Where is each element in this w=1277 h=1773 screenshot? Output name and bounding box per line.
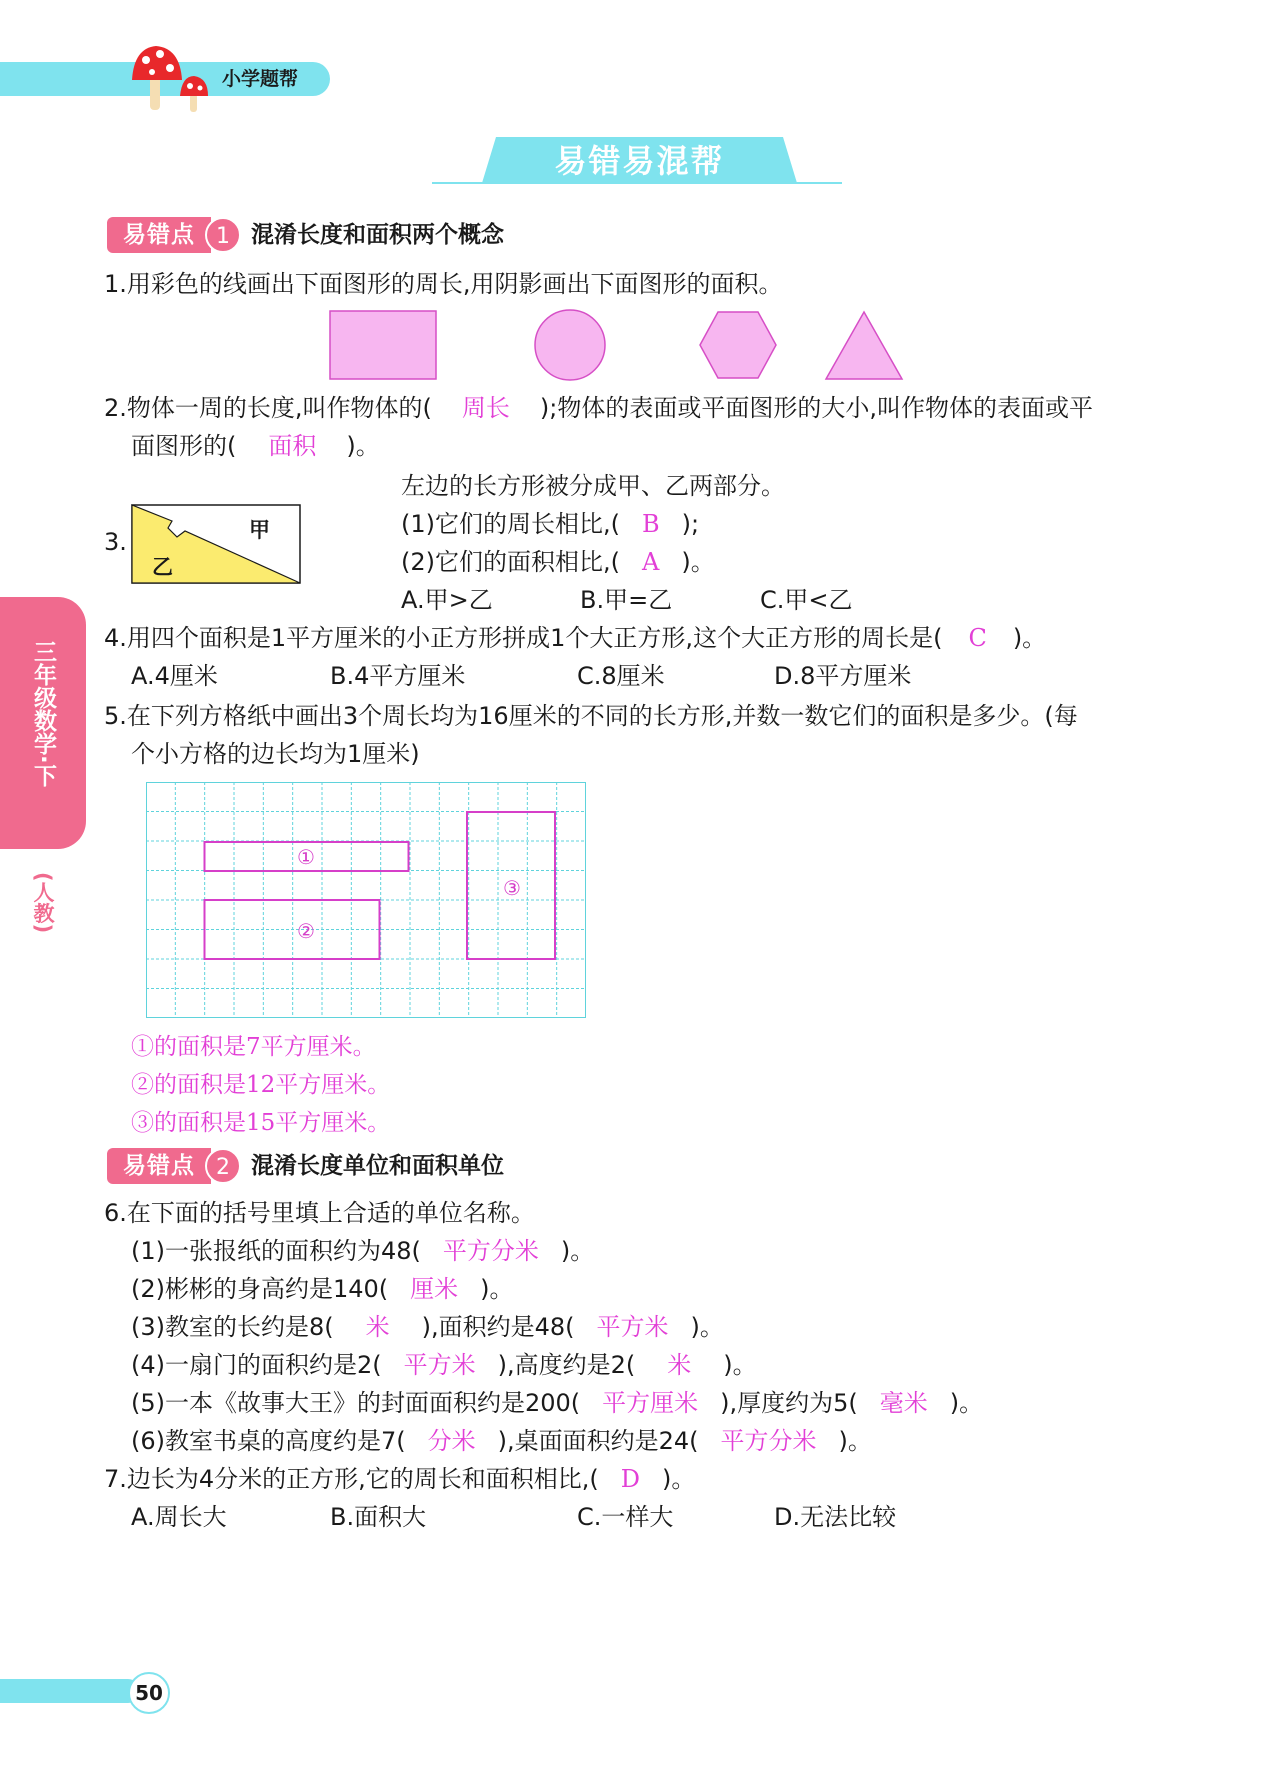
label-jia: 甲 xyxy=(249,518,270,542)
question-3-sub-2: (2)它们的面积相比,( A )。 xyxy=(401,548,715,576)
answer-4: C xyxy=(968,624,987,652)
error-point-tag: 易错点 xyxy=(107,1148,211,1184)
grid-paper xyxy=(146,782,586,1019)
question-4: 4.用四个面积是1平方厘米的小正方形拼成1个大正方形,这个大正方形的周长是( C )。 xyxy=(104,624,1047,652)
question-3-number: 3. xyxy=(104,528,127,556)
circle-shape xyxy=(535,310,605,380)
question-4-option-c: C.8厘米 xyxy=(577,662,665,690)
answer-7: D xyxy=(620,1465,641,1493)
error-point-2 xyxy=(107,1148,707,1186)
answer-2-2: 面积 xyxy=(268,432,317,460)
question-3-sub-1: (1)它们的周长相比,( B ); xyxy=(401,510,700,538)
error-point-number: 2 xyxy=(205,1148,241,1184)
question-7-option-a: A.周长大 xyxy=(131,1503,227,1531)
page-number: 50 xyxy=(128,1672,170,1714)
question-6-item-5: (5)一本《故事大王》的封面面积约是200( 平方厘米 ),厚度约为5( 毫米 )。 xyxy=(131,1389,984,1417)
error-point-title: 混淆长度和面积两个概念 xyxy=(251,222,504,248)
triangle-shape xyxy=(826,312,902,379)
question-3-option-a: A.甲>乙 xyxy=(401,586,493,614)
question-5-line-2: 个小方格的边长均为1厘米) xyxy=(131,740,420,768)
question-3-option-b: B.甲=乙 xyxy=(580,586,673,614)
footer-band xyxy=(0,1679,140,1703)
answer-5-3: ③的面积是15平方厘米。 xyxy=(131,1110,391,1136)
rectangle-1-label: ① xyxy=(297,845,315,869)
answer-5-2: ②的面积是12平方厘米。 xyxy=(131,1072,391,1098)
hexagon-shape xyxy=(700,312,776,378)
question-1: 1.用彩色的线画出下面图形的周长,用阴影画出下面图形的面积。 xyxy=(104,270,783,298)
question-4-option-a: A.4厘米 xyxy=(131,662,218,690)
answer-3-2: A xyxy=(642,548,660,576)
question-7: 7.边长为4分米的正方形,它的周长和面积相比,( D )。 xyxy=(104,1465,696,1493)
question-5-line-1: 5.在下列方格纸中画出3个周长均为16厘米的不同的长方形,并数一数它们的面积是多少。(每 xyxy=(104,702,1078,730)
question-6: 6.在下面的括号里填上合适的单位名称。 xyxy=(104,1199,535,1227)
answer-2-1: 周长 xyxy=(461,394,510,422)
sidebar-edition: (人教) xyxy=(31,872,55,934)
question-6-item-1: (1)一张报纸的面积约为48( 平方分米 )。 xyxy=(131,1237,595,1265)
rectangle-2-label: ② xyxy=(297,919,315,943)
error-point-tag: 易错点 xyxy=(107,217,211,253)
brand-name: 小学题帮 xyxy=(222,68,299,90)
label-yi: 乙 xyxy=(152,555,173,579)
section-title: 易错易混帮 xyxy=(554,142,725,180)
answer-3-1: B xyxy=(642,510,660,538)
error-point-title: 混淆长度单位和面积单位 xyxy=(251,1153,504,1179)
question-7-option-b: B.面积大 xyxy=(330,1503,427,1531)
error-point-number: 1 xyxy=(205,217,241,253)
question-6-item-2: (2)彬彬的身高约是140( 厘米 )。 xyxy=(131,1275,514,1303)
question-2-line-2: 面图形的( 面积 )。 xyxy=(131,432,380,460)
question-1-shapes xyxy=(320,306,960,388)
question-4-option-d: D.8平方厘米 xyxy=(774,662,912,690)
question-6-item-6: (6)教室书桌的高度约是7( 分米 ),桌面面积约是24( 平方分米 )。 xyxy=(131,1427,872,1455)
rectangle-3-label: ③ xyxy=(503,876,521,900)
question-7-option-d: D.无法比较 xyxy=(774,1503,897,1531)
question-2-line-1: 2.物体一周的长度,叫作物体的( 周长 );物体的表面或平面图形的大小,叫作物体的表面或平 xyxy=(104,394,1093,422)
question-6-item-3: (3)教室的长约是8( 米 ),面积约是48( 平方米 )。 xyxy=(131,1313,724,1341)
mushroom-logo-icon xyxy=(128,42,218,116)
answer-5-1: ①的面积是7平方厘米。 xyxy=(131,1034,376,1060)
question-4-option-b: B.4平方厘米 xyxy=(330,662,466,690)
question-3-option-c: C.甲<乙 xyxy=(760,586,853,614)
error-point-1 xyxy=(107,217,707,255)
sidebar-title: 三年级数学·下 xyxy=(30,640,56,787)
question-6-item-4: (4)一扇门的面积约是2( 平方米 ),高度约是2( 米 )。 xyxy=(131,1351,757,1379)
question-7-option-c: C.一样大 xyxy=(577,1503,674,1531)
question-3-intro: 左边的长方形被分成甲、乙两部分。 xyxy=(401,472,785,500)
rectangle-shape xyxy=(330,311,436,379)
